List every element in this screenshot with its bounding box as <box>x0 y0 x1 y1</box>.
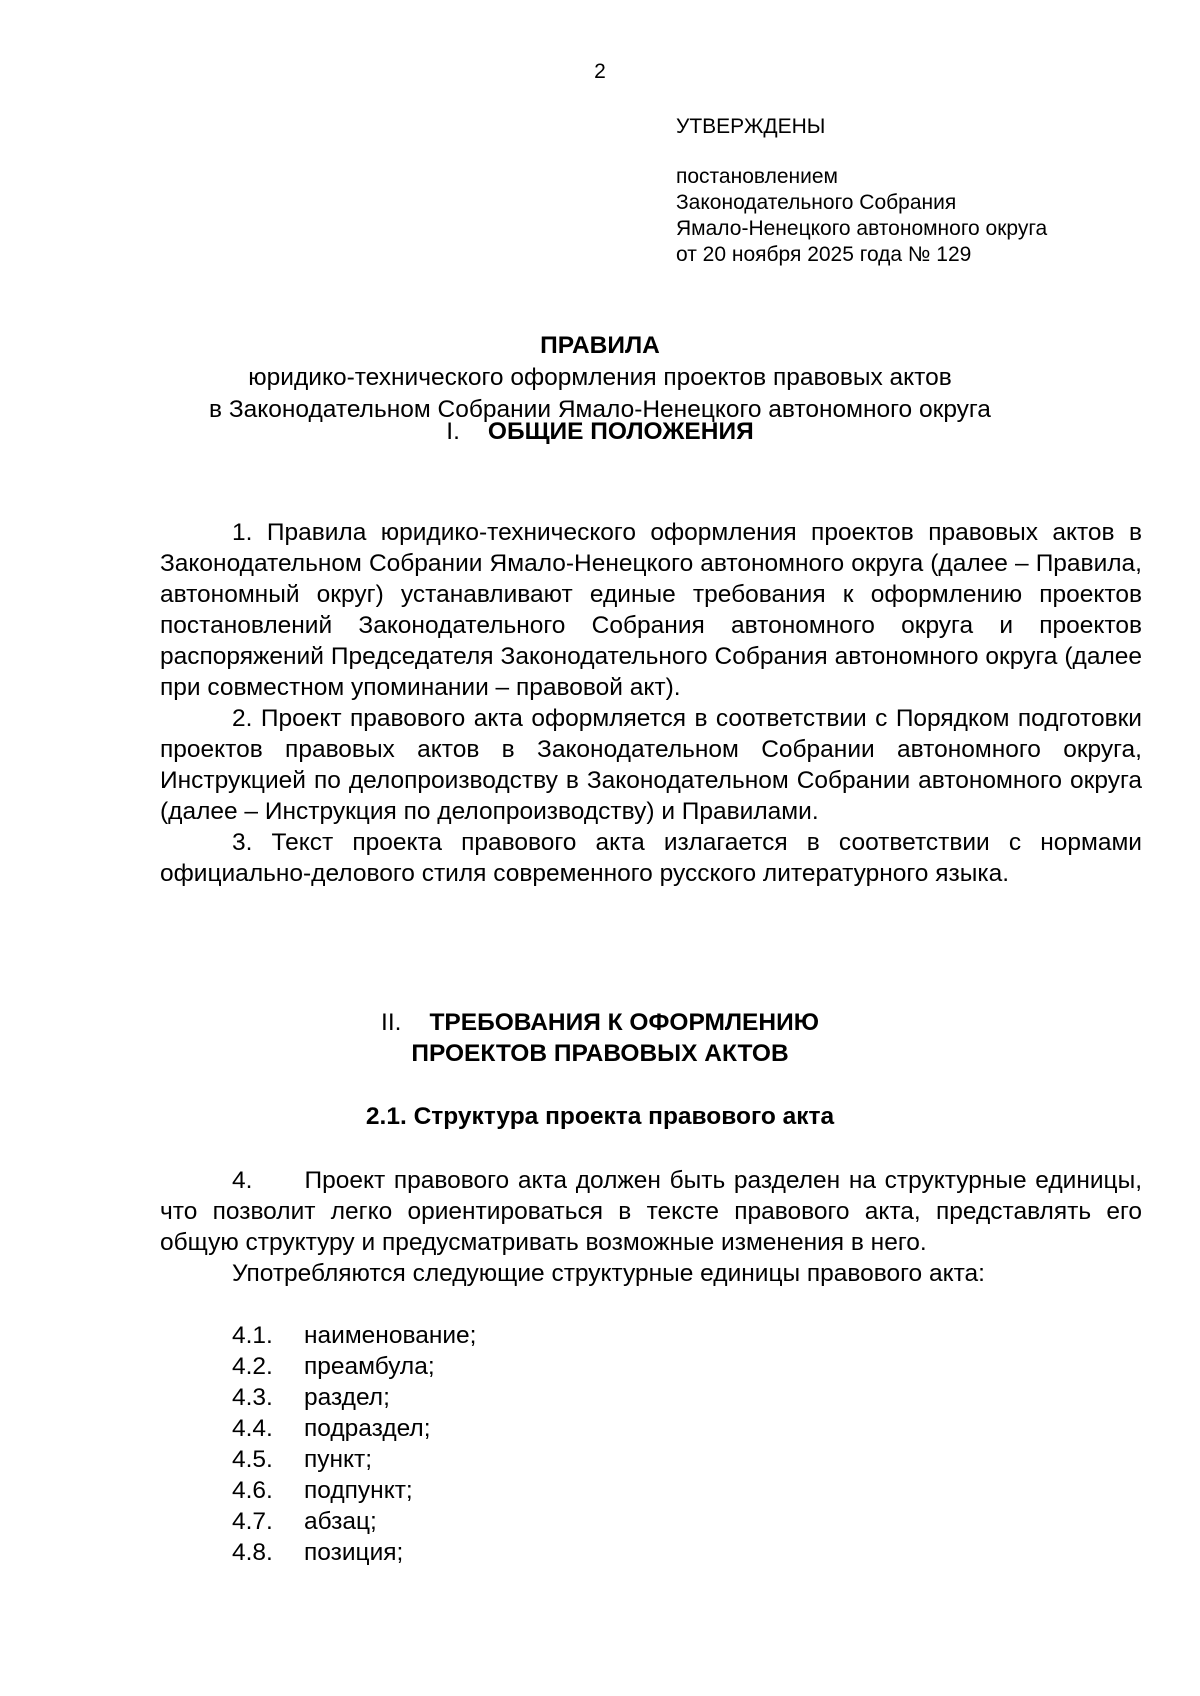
section-title: ОБЩИЕ ПОЛОЖЕНИЯ <box>487 418 754 445</box>
title-sub-line: в Законодательном Собрании Ямало-Ненецкого автономного округа <box>209 396 991 423</box>
list-item: 4.1. наименование; <box>232 1322 477 1349</box>
approval-line: от 20 ноября 2025 года № 129 <box>676 243 972 266</box>
section-title-line-1 <box>0 1007 1200 1038</box>
list-item: 4.2. преамбула; <box>232 1353 435 1380</box>
section-number: I. <box>446 418 460 445</box>
paragraph: 2. Проект правового акта оформляется в соответствии с Порядком подготовки проектов правовых актов в Законодательном Собрании автономного округа, Инструкцией по делопроизводству в Законодательном Собрании автономного округа (далее – Инструкция по делопроизводству) и Правилами. <box>160 705 1142 825</box>
approval-block <box>676 114 1176 268</box>
paragraph: 3. Текст проекта правового акта излагается в соответствии с нормами официально-делового стиля современного русского литературного языка. <box>160 829 1142 887</box>
section-title: ТРЕБОВАНИЯ К ОФОРМЛЕНИЮ <box>429 1009 819 1036</box>
paragraph: 4. Проект правового акта должен быть разделен на структурные единицы, что позволит легко ориентироваться в тексте правового акта, представлять его общую структуру и предусматривать возможные изменения в него. <box>160 1167 1149 1256</box>
list-item: 4.6. подпункт; <box>232 1477 413 1504</box>
paragraph: 1. Правила юридико-технического оформления проектов правовых актов в Законодательном Собрании Ямало-Ненецкого автономного округа (далее – Правила, автономный округ) устанавливают единые требования к оформлению проектов постановлений Законодательного Собрания автономного округа и проектов распоряжений Председателя Законодательного Собрания автономного округа (далее при совместном упоминании – правовой акт). <box>160 519 1142 701</box>
approval-line: Ямало-Ненецкого автономного округа <box>676 217 1048 240</box>
title-sub-line: юридико-технического оформления проектов правовых актов <box>248 364 952 391</box>
title-main: ПРАВИЛА <box>540 332 660 359</box>
section-2-body <box>160 1165 1149 1289</box>
section-1-body <box>160 517 1142 889</box>
section-number: II. <box>381 1009 402 1036</box>
structural-units-list <box>232 1320 1132 1568</box>
list-item: 4.8. позиция; <box>232 1539 404 1566</box>
approval-stamp: УТВЕРЖДЕНЫ <box>676 115 826 138</box>
approval-line: Законодательного Собрания <box>676 191 957 214</box>
list-item: 4.4. подраздел; <box>232 1415 431 1442</box>
document-title <box>0 330 1200 426</box>
section-1-heading <box>0 416 1200 447</box>
page-number: 2 <box>594 60 606 83</box>
subsection-heading: 2.1. Структура проекта правового акта <box>365 1103 835 1130</box>
list-item: 4.7. абзац; <box>232 1508 377 1535</box>
list-item: 4.5. пункт; <box>232 1446 373 1473</box>
section-title-line-2: ПРОЕКТОВ ПРАВОВЫХ АКТОВ <box>411 1040 789 1067</box>
section-2-heading <box>0 1007 1200 1069</box>
approval-line: постановлением <box>676 165 838 188</box>
list-item: 4.3. раздел; <box>232 1384 390 1411</box>
paragraph: Употребляются следующие структурные единицы правового акта: <box>232 1260 985 1287</box>
